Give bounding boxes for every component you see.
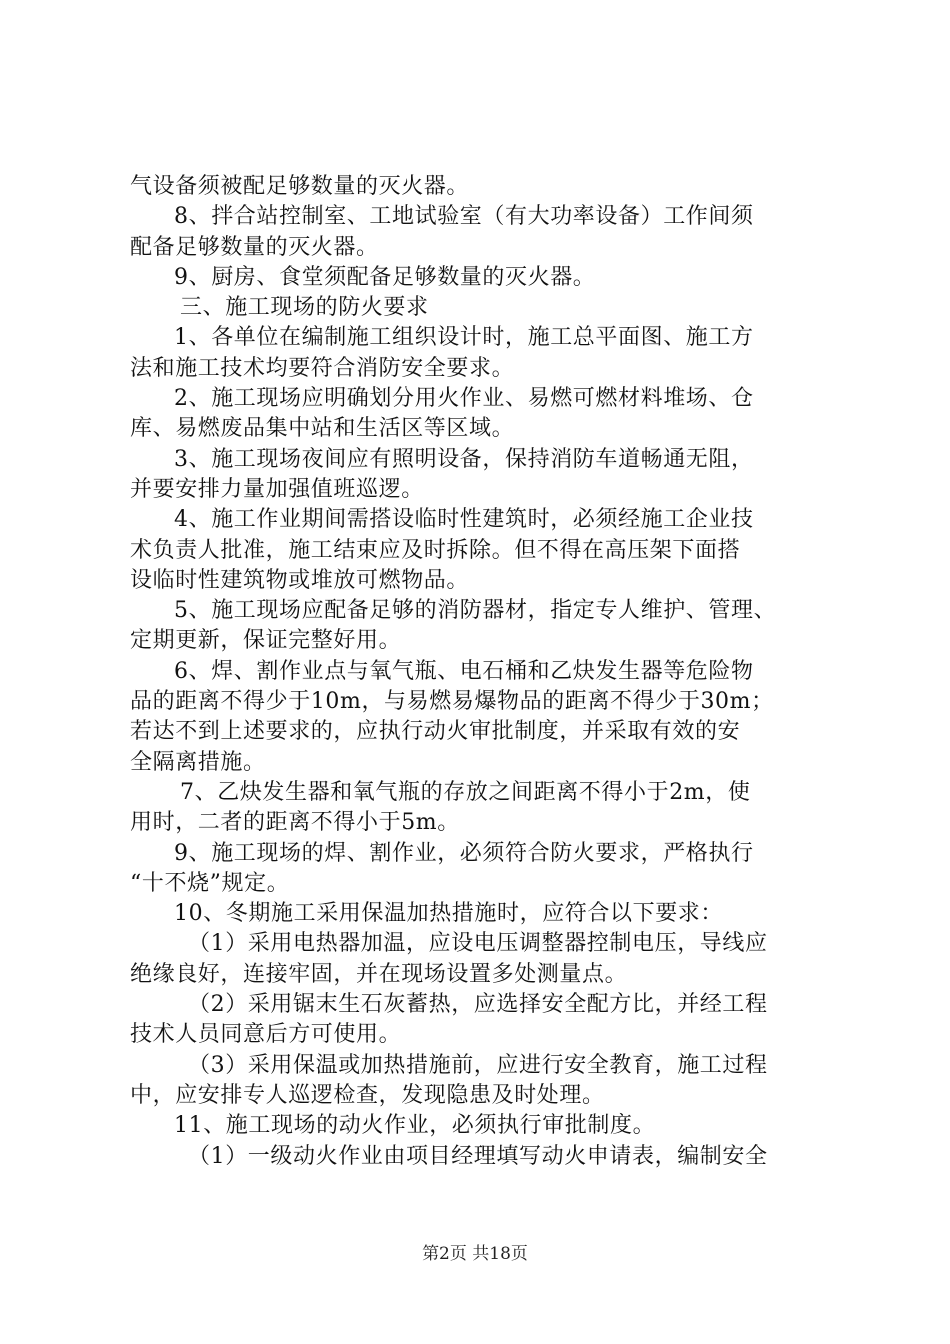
text-line: 法和施工技术均要符合消防安全要求。	[130, 355, 515, 381]
text-line: 9、厨房、食堂须配备足够数量的灭火器。	[174, 264, 596, 290]
text-line: （1）采用电热器加温，应设电压调整器控制电压，导线应	[188, 931, 768, 957]
text-line: 若达不到上述要求的，应执行动火审批制度，并采取有效的安	[130, 719, 741, 745]
text-line: 技术人员同意后方可使用。	[130, 1022, 402, 1048]
text-line: 定期更新，保证完整好用。	[130, 628, 402, 654]
text-line: 4、施工作业期间需搭设临时性建筑时，必须经施工企业技	[174, 507, 754, 533]
text-line: 10、冬期施工采用保温加热措施时，应符合以下要求：	[174, 901, 723, 927]
text-line: 6、焊、割作业点与氧气瓶、电石桶和乙炔发生器等危险物	[174, 658, 754, 684]
document-body	[130, 172, 832, 1172]
text-line: 品的距离不得少于10m，与易燃易爆物品的距离不得少于30m；	[130, 689, 774, 715]
text-line: 绝缘良好，连接牢固，并在现场设置多处测量点。	[130, 961, 628, 987]
text-line: 气设备须被配足够数量的灭火器。	[130, 174, 470, 199]
text-line: 7、乙炔发生器和氧气瓶的存放之间距离不得小于2m，使	[180, 779, 751, 805]
text-line: 全隔离措施。	[130, 749, 266, 775]
text-line: 术负责人批准，施工结束应及时拆除。但不得在高压架下面搭	[130, 537, 741, 563]
text-line: 用时，二者的距离不得小于5m。	[130, 810, 460, 836]
section-heading: 三、施工现场的防火要求	[180, 295, 429, 321]
text-line: 11、施工现场的动火作业，必须执行审批制度。	[174, 1113, 656, 1139]
text-line: “十不烧”规定。	[130, 870, 290, 896]
text-line: （1）一级动火作业由项目经理填写动火申请表，编制安全	[188, 1143, 768, 1169]
text-line: 中，应安排专人巡逻检查，发现隐患及时处理。	[130, 1082, 605, 1108]
text-line: 库、易燃废品集中站和生活区等区域。	[130, 416, 515, 442]
text-line: 5、施工现场应配备足够的消防器材，指定专人维护、管理、	[174, 598, 777, 624]
text-line: 配备足够数量的灭火器。	[130, 234, 379, 260]
text-line: 设临时性建筑物或堆放可燃物品。	[130, 567, 470, 593]
text-line: 并要安排力量加强值班巡逻。	[130, 476, 424, 502]
text-line: 1、各单位在编制施工组织设计时，施工总平面图、施工方	[174, 325, 754, 351]
page-number-footer: 第2页 共18页	[422, 1244, 528, 1264]
text-line: 8、拌合站控制室、工地试验室（有大功率设备）工作间须	[174, 204, 754, 230]
text-line: 3、施工现场夜间应有照明设备，保持消防车道畅通无阻，	[174, 446, 754, 472]
text-line: 9、施工现场的焊、割作业，必须符合防火要求，严格执行	[174, 840, 754, 866]
text-line: （2）采用锯末生石灰蓄热，应选择安全配方比，并经工程	[188, 992, 768, 1018]
text-line: （3）采用保温或加热措施前，应进行安全教育，施工过程	[188, 1052, 768, 1078]
text-line: 2、施工现场应明确划分用火作业、易燃可燃材料堆场、仓	[174, 386, 754, 412]
